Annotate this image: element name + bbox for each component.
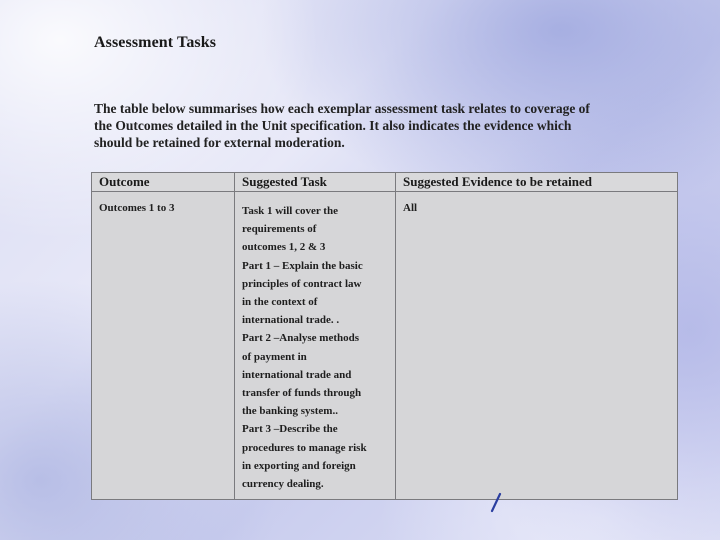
header-suggested-evidence: Suggested Evidence to be retained bbox=[396, 173, 678, 192]
intro-line: the Outcomes detailed in the Unit specification. It also indicates the evidence which bbox=[94, 118, 572, 133]
header-suggested-task: Suggested Task bbox=[235, 173, 396, 192]
task-line: Part 3 –Describe the bbox=[242, 423, 338, 436]
intro-line: should be retained for external moderation. bbox=[94, 135, 345, 150]
intro-line: The table below summarises how each exemplar assessment task relates to coverage of bbox=[94, 101, 590, 116]
task-line: principles of contract law bbox=[242, 277, 362, 290]
task-line: procedures to manage risk bbox=[242, 441, 367, 454]
task-line: outcomes 1, 2 & 3 bbox=[242, 241, 326, 254]
task-line: currency dealing. bbox=[242, 478, 324, 491]
assessment-table bbox=[91, 172, 678, 500]
task-line: Part 2 –Analyse methods bbox=[242, 332, 360, 345]
task-line: requirements of bbox=[242, 223, 317, 236]
task-line: Part 1 – Explain the basic bbox=[242, 259, 363, 272]
task-line: of payment in bbox=[242, 350, 307, 363]
task-line: international trade. . bbox=[242, 314, 340, 327]
task-line: transfer of funds through bbox=[242, 387, 362, 400]
decorative-stroke-icon bbox=[489, 492, 503, 514]
task-line: international trade and bbox=[242, 368, 352, 381]
task-line: in the context of bbox=[242, 296, 318, 309]
page-title: Assessment Tasks bbox=[94, 34, 217, 51]
task-line: the banking system.. bbox=[242, 405, 338, 418]
task-line: Task 1 will cover the bbox=[242, 205, 338, 217]
task-line: in exporting and foreign bbox=[242, 459, 356, 472]
table-row bbox=[92, 192, 678, 500]
intro-paragraph bbox=[94, 100, 694, 151]
table-header-row bbox=[92, 173, 678, 192]
cell-evidence: All bbox=[396, 192, 678, 500]
header-outcome: Outcome bbox=[92, 173, 235, 192]
cell-suggested-task bbox=[235, 192, 396, 500]
task-description bbox=[242, 202, 395, 493]
cell-outcome: Outcomes 1 to 3 bbox=[92, 192, 235, 500]
